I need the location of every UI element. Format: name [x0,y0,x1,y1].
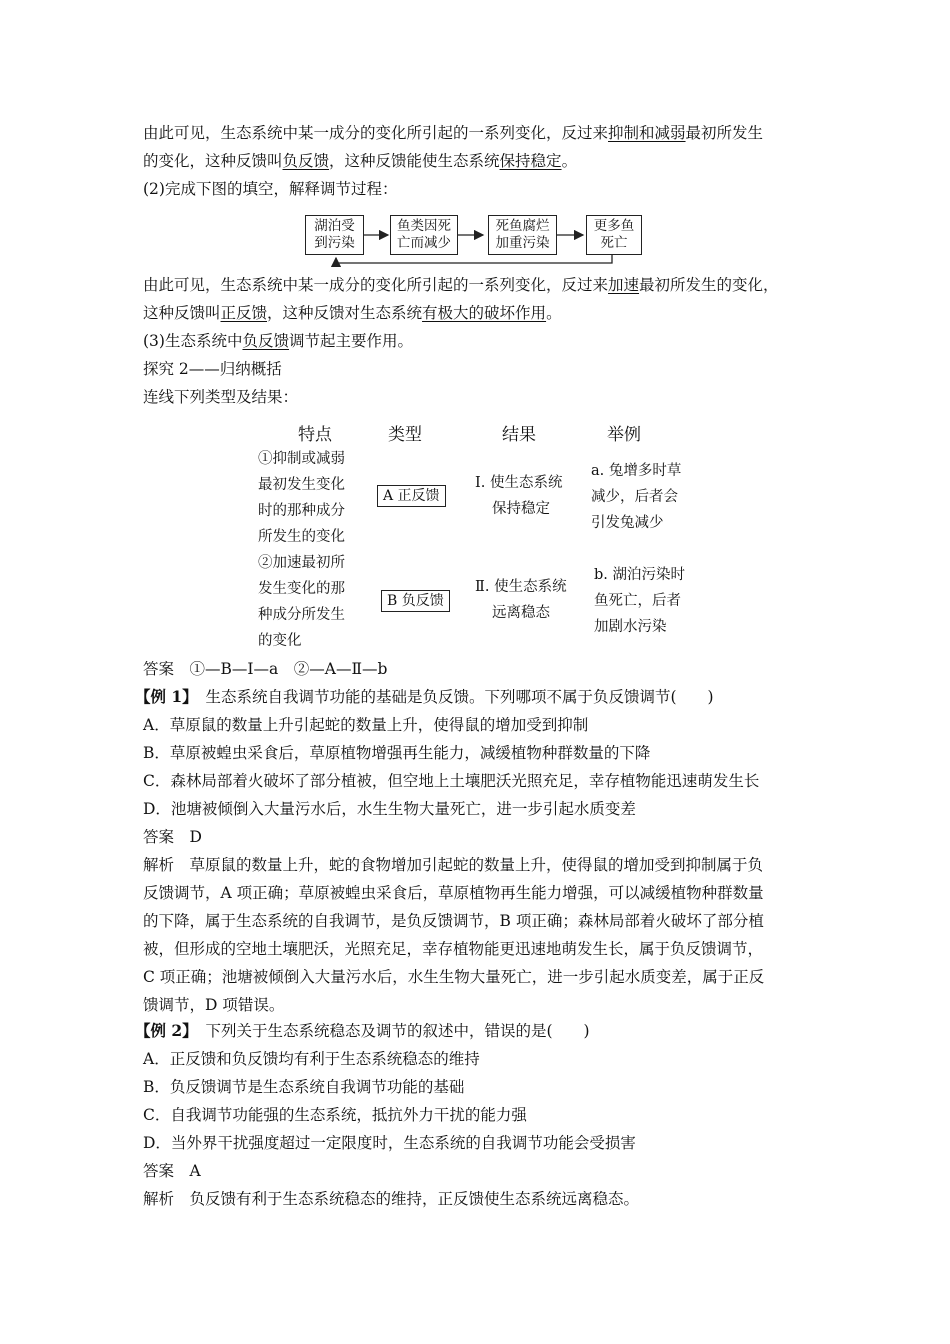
para1-line1 [143,123,763,143]
flow-box-1: 湖泊受 到污染 [305,215,364,255]
underlined-answer: 加速 [608,276,640,294]
example2-answer: 答案 A [143,1162,201,1180]
example1-analysis-line: 反馈调节，A 项正确；草原被蝗虫采食后，草原植物再生能力增强，可以减缓植物种群数量 [143,884,764,902]
explore2-heading: 探究 2——归纳概括 [143,360,282,378]
para2-line2 [143,303,562,323]
example1-option-d: D．池塘被倾倒入大量污水后，水生生物大量死亡，进一步引起水质变差 [143,800,636,818]
answer-matching: 答案 ①—B—Ⅰ—a ②—A—Ⅱ—b [143,660,388,678]
text: 最初所发生的变化， [639,276,779,294]
para2-line1 [143,275,779,295]
text: 由此可见，生态系统中某一成分的变化所引起的一系列变化，反过来 [143,124,609,142]
text: 。 [546,304,562,322]
header-result: 结果 [502,425,536,445]
matching-table [230,418,730,653]
feedback-flow-diagram [300,208,650,268]
type-negative-feedback: B 负反馈 [381,590,450,612]
text: 的变化，这种反馈叫 [143,152,283,170]
feedback-loop-arrow [336,254,612,263]
text: 最初所发生 [685,124,764,142]
result-2: Ⅱ. 使生态系统 远离稳态 [475,579,567,621]
example-tag: 【例 2】 [135,1021,190,1040]
text: 由此可见，生态系统中某一成分的变化所引起的一系列变化，反过来 [143,276,609,294]
example1-option-b: B．草原被蝗虫采食后，草原植物增强再生能力，减缓植物种群数量的下降 [143,744,651,762]
example2-option-a: A．正反馈和负反馈均有利于生态系统稳态的维持 [143,1050,480,1068]
example2-option-c: C．自我调节功能强的生态系统，抵抗外力干扰的能力强 [143,1106,527,1124]
example2-question: 【例 2】 下列关于生态系统稳态及调节的叙述中，错误的是( ) [135,1021,590,1040]
flow-box-3: 死鱼腐烂 加重污染 [488,215,557,255]
text: 这种反馈叫 [143,304,221,322]
feature-2: ②加速最初所 发生变化的那 种成分所发生 的变化 [258,555,345,649]
example2-option-d: D．当外界干扰强度超过一定限度时，生态系统的自我调节功能会受损害 [143,1134,636,1152]
type-positive-feedback: A 正反馈 [377,485,446,507]
example1-option-c: C．森林局部着火破坏了部分植被，但空地上土壤肥沃光照充足，幸存植物能迅速萌发生长 [143,772,760,790]
example1-analysis-line: 的下降，属于生态系统的自我调节，是负反馈调节，B 项正确；森林局部着火破坏了部分植 [143,912,764,930]
example2-option-b: B．负反馈调节是生态系统自我调节功能的基础 [143,1078,465,1096]
underlined-answer: 保持稳定 [499,152,562,170]
underlined-answer: 负反馈 [242,332,289,350]
example-b: b. 湖泊污染时 鱼死亡，后者 加剧水污染 [594,567,685,635]
text: ，这种反馈对生态系统 [267,304,423,322]
header-feature: 特点 [298,425,332,445]
example1-analysis-line: C 项正确；池塘被倾倒入大量污水后，水生生物大量死亡，进一步引起水质变差，属于正反 [143,968,765,986]
example1-analysis-line: 解析 草原鼠的数量上升，蛇的食物增加引起蛇的数量上升，使得鼠的增加受到抑制属于负 [143,856,764,874]
connect-instruction: 连线下列类型及结果： [143,388,299,406]
example2-analysis: 解析 负反馈有利于生态系统稳态的维持，正反馈使生态系统远离稳态。 [143,1190,640,1208]
example1-question: 【例 1】 生态系统自我调节功能的基础是负反馈。下列哪项不属于负反馈调节( ) [135,687,714,706]
text: ，这种反馈能使生态系统 [329,152,500,170]
example1-analysis-line: 被，但形成的空地土壤肥沃，光照充足，幸存植物能更迅速地萌发生长，属于负反馈调节， [143,940,764,958]
feature-1: ①抑制或减弱 最初发生变化 时的那种成分 所发生的变化 [258,451,345,545]
item3: (3)生态系统中负反馈调节起主要作用。 [143,332,413,350]
para1-line2 [143,151,577,171]
flow-box-4: 更多鱼 死亡 [586,215,642,255]
underlined-answer: 有极大的破坏作用 [422,304,547,322]
example-a: a. 兔增多时草 减少，后者会 引发兔减少 [591,463,682,531]
item2: (2)完成下图的填空，解释调节过程： [143,180,398,198]
flow-box-2: 鱼类因死 亡而减少 [390,215,458,255]
example1-answer: 答案 D [143,828,202,846]
header-example: 举例 [607,425,641,445]
underlined-answer: 抑制和减弱 [608,124,686,142]
underlined-answer: 正反馈 [220,304,268,322]
text: 。 [561,152,578,170]
underlined-answer: 负反馈 [282,152,330,170]
header-type: 类型 [388,425,422,445]
example1-option-a: A．草原鼠的数量上升引起蛇的数量上升，使得鼠的增加受到抑制 [143,716,589,734]
result-1: Ⅰ. 使生态系统 保持稳定 [475,475,563,517]
example1-analysis-line: 馈调节，D 项错误。 [143,996,285,1014]
example-tag: 【例 1】 [135,687,190,706]
